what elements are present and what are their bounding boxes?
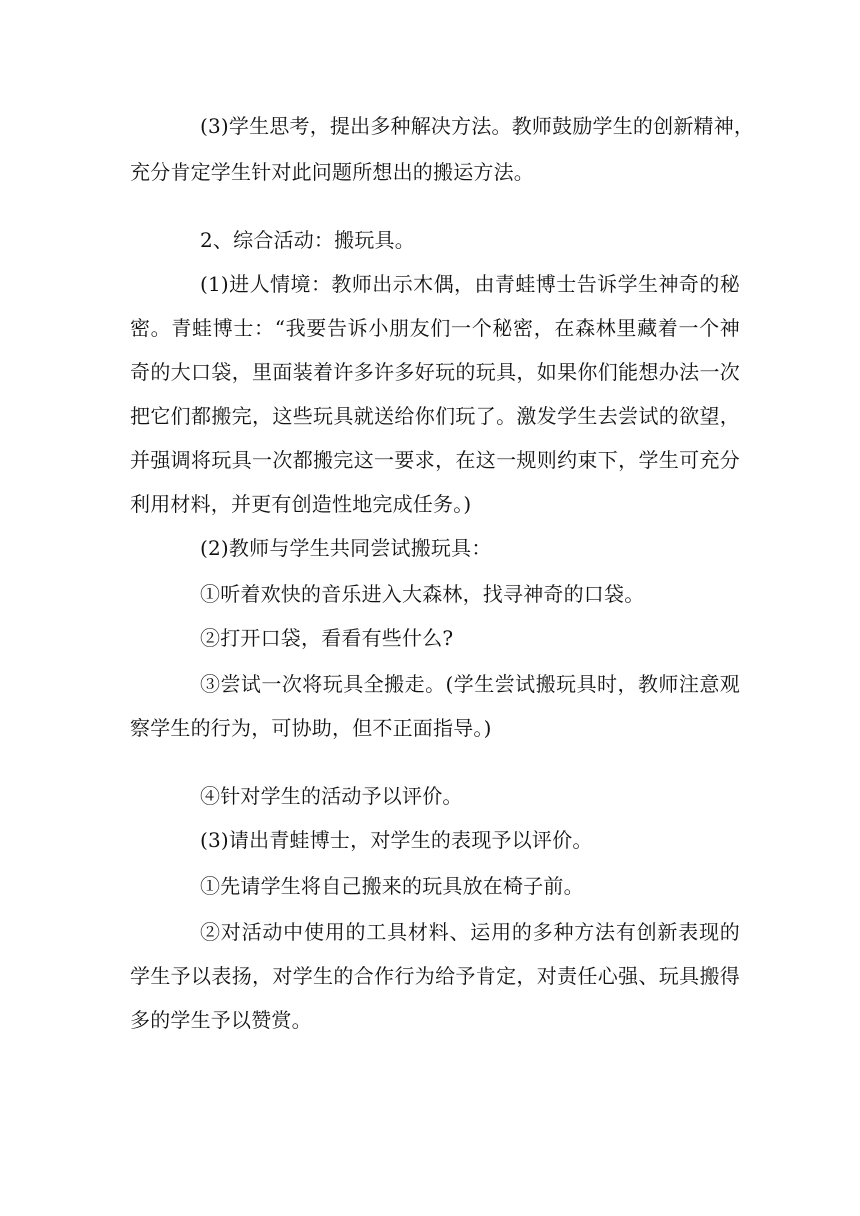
paragraph-line: 密。青蛙博士：“我要告诉小朋友们一个秘密，在森林里藏着一个神 [130,316,740,340]
paragraph-line: 学生予以表扬，对学生的合作行为给予肯定，对责任心强、玩具搬得 [130,964,740,988]
section-heading: 2、综合活动：搬玩具。 [200,228,415,252]
paragraph-line: 察学生的行为，可协助，但不正面指导。) [130,716,492,740]
paragraph-line: (3)学生思考，提出多种解决方法。教师鼓励学生的创新精神， [200,114,755,138]
paragraph-line: (1)进人情境：教师出示木偶，由青蛙博士告诉学生神奇的秘 [200,272,740,296]
list-item: ③尝试一次将玩具全搬走。(学生尝试搬玩具时，教师注意观 [200,672,740,696]
list-item: ②对活动中使用的工具材料、运用的多种方法有创新表现的 [200,920,740,944]
paragraph-line: 充分肯定学生针对此问题所想出的搬运方法。 [130,160,534,184]
list-item: ①先请学生将自己搬来的玩具放在椅子前。 [200,874,584,898]
paragraph-line: 利用材料，并更有创造性地完成任务。) [130,492,472,516]
paragraph-line: 把它们都搬完，这些玩具就送给你们玩了。激发学生去尝试的欲望， [130,404,740,428]
list-item: ①听着欢快的音乐进入大森林，找寻神奇的口袋。 [200,582,645,606]
paragraph-line: (3)请出青蛙博士，对学生的表现予以评价。 [200,828,593,852]
paragraph-line: 多的学生予以赞赏。 [130,1008,312,1032]
list-item: ④针对学生的活动予以评价。 [200,784,463,808]
list-item: ②打开口袋，看看有些什么? [200,626,454,650]
paragraph-line: 奇的大口袋，里面装着许多许多好玩的玩具，如果你们能想办法一次 [130,360,740,384]
paragraph-line: 并强调将玩具一次都搬完这一要求，在这一规则约束下，学生可充分 [130,448,740,472]
paragraph-line: (2)教师与学生共同尝试搬玩具： [200,536,492,560]
